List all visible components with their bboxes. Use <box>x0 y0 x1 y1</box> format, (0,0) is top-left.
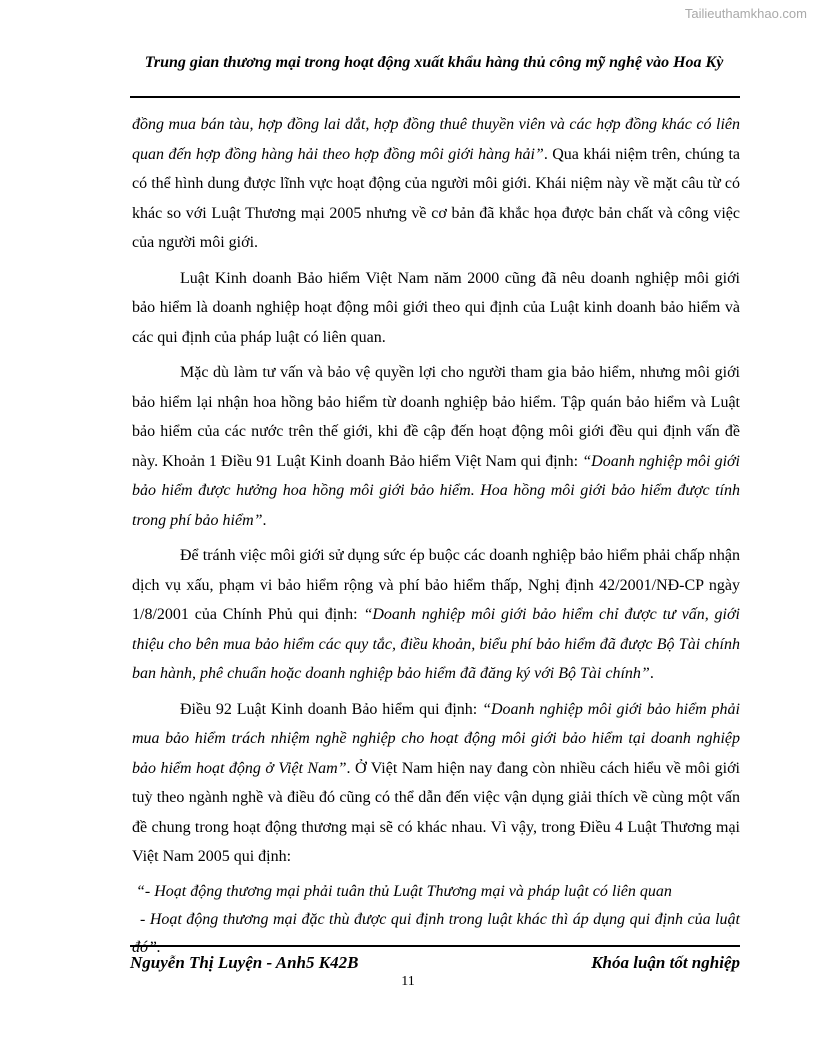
paragraph-5 <box>132 695 740 872</box>
paragraph-2-text: Luật Kinh doanh Bảo hiểm Việt Nam năm 2000 cũng đã nêu doanh nghiệp môi giới bảo hiểm là doanh nghiệp hoạt động môi giới theo qui định của Luật kinh doanh bảo hiểm và các qui định của pháp luật có liên quan. <box>132 269 740 346</box>
law-quote-line-2: - Hoạt động thương mại đặc thù được qui định trong luật khác thì áp dụng qui định của luật đó”. <box>132 910 740 956</box>
footer-author: Nguyễn Thị Luyện - Anh5 K42B <box>130 953 359 972</box>
paragraph-4-text: Để tránh việc môi giới sử dụng sức ép buộc các doanh nghiệp bảo hiểm phải chấp nhận dịch vụ xấu, phạm vi bảo hiểm rộng và phí bảo hiểm thấp, Nghị định 42/2001/NĐ-CP ngày 1/8/2001 của Chính Phủ qui định: <box>132 547 740 623</box>
paragraph-4-quote: “Doanh nghiệp môi giới bảo hiểm chỉ được tư vấn, giới thiệu cho bên mua bảo hiểm các quy tắc, điều khoản, biểu phí bảo hiểm đã được Bộ Tài chính ban hành, phê chuẩn hoặc doanh nghiệp bảo hiểm đã đăng ký với Bộ Tài chính” <box>132 606 740 682</box>
paragraph-3 <box>132 358 740 535</box>
paragraph-5-quote: “Doanh nghiệp môi giới bảo hiểm phải mua bảo hiểm trách nhiệm nghề nghiệp cho hoạt động môi giới bảo hiểm tại doanh nghiệp bảo hiểm hoạt động ở Việt Nam” <box>132 700 740 777</box>
page-number: 11 <box>401 974 415 989</box>
footer-document-type: Khóa luận tốt nghiệp <box>591 953 740 972</box>
paragraph-2 <box>132 264 740 353</box>
law-quote-line-1: “- Hoạt động thương mại phải tuân thủ Luật Thương mại và pháp luật có liên quan <box>136 882 672 900</box>
header-divider <box>130 96 740 98</box>
paragraph-5-end: . Ở Việt Nam hiện nay đang còn nhiều cách hiểu về môi giới tuỳ theo ngành nghề và điều đó cũng có thể dẫn đến việc vận dụng giải thích về cùng một vấn đề chung trong hoạt động thương mại sẽ có khác nhau. Vì vậy, trong Điều 4 Luật Thương mại Việt Nam 2005 qui định: <box>132 759 741 865</box>
paragraph-1 <box>132 110 740 258</box>
page-header-title: Trung gian thương mại trong hoạt động xuất khẩu hàng thủ công mỹ nghệ vào Hoa Kỳ <box>144 54 724 71</box>
paragraph-5-text: Điều 92 Luật Kinh doanh Bảo hiểm qui định: <box>180 700 483 718</box>
paragraph-3-text: Mặc dù làm tư vấn và bảo vệ quyền lợi cho người tham gia bảo hiểm, nhưng môi giới bảo hiểm lại nhận hoa hồng bảo hiểm từ doanh nghiệp bảo hiểm. Tập quán bảo hiểm và Luật bảo hiểm của các nước trên thế giới, khi đề cập đến hoạt động môi giới đều qui định vấn đề này. Khoản 1 Điều 91 Luật Kinh doanh Bảo hiểm Việt Nam qui định: <box>132 364 740 470</box>
paragraph-4 <box>132 541 740 689</box>
document-body <box>132 110 740 962</box>
paragraph-3-end: . <box>262 511 267 529</box>
paragraph-1-italic: đồng mua bán tàu, hợp đồng lai dắt, hợp đồng thuê thuyền viên và các hợp đồng khác có liên quan đến hợp đồng hàng hải theo hợp đồng môi giới hàng hải” <box>132 116 740 163</box>
paragraph-3-quote: “Doanh nghiệp môi giới bảo hiểm được hưởng hoa hồng môi giới bảo hiểm. Hoa hồng môi giới bảo hiểm được tính trong phí bảo hiểm” <box>132 452 740 529</box>
paragraph-1-text: . Qua khái niệm trên, chúng ta có thể hình dung được lĩnh vực hoạt động của người môi giới. Khái niệm này về mặt câu từ có khác so với Luật Thương mại 2005 nhưng về cơ bản đã khắc họa được bản chất và công việc của người môi giới. <box>132 145 741 251</box>
paragraph-4-end: . <box>649 665 654 682</box>
footer-divider <box>130 945 740 947</box>
watermark: Tailieuthamkhao.com <box>684 6 807 21</box>
